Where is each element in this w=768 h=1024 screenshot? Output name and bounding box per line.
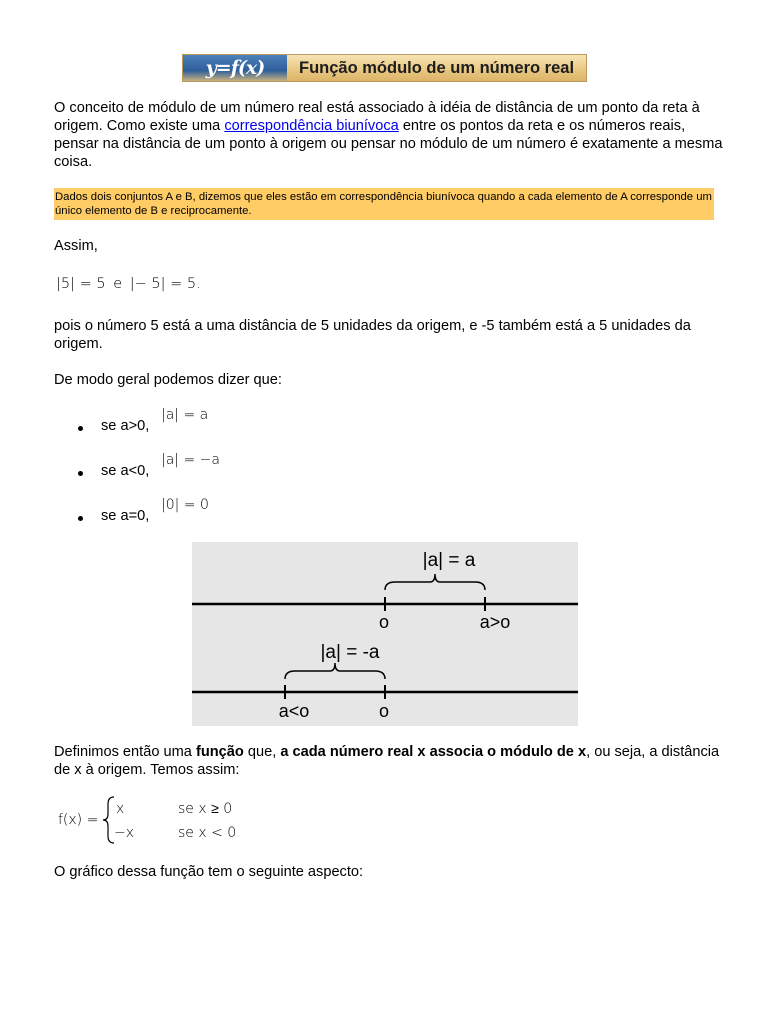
piecewise-brace bbox=[103, 797, 114, 843]
definition-text-1: Definimos então uma bbox=[54, 744, 196, 760]
definition-text-3: , ou seja, a distância de x à origem. Temos assim: bbox=[54, 744, 720, 778]
function-logo: y=f(x) bbox=[183, 55, 287, 81]
graph-intro-text: O gráfico dessa função tem o seguinte aspecto: bbox=[54, 864, 364, 880]
piecewise-formula bbox=[58, 794, 288, 846]
piecewise-lhs: f(x) = bbox=[58, 812, 99, 828]
example-equation bbox=[56, 276, 201, 292]
bullet-icon bbox=[78, 471, 83, 476]
bullet-formula: |0| = 0 bbox=[161, 497, 209, 513]
intro-text-before-link: O conceito de módulo de um número real está associado à idéia de distância de um ponto da reta à origem. Como existe uma bbox=[54, 100, 700, 134]
bullet-formula: |a| = −a bbox=[161, 452, 220, 468]
bottom-origin-label: o bbox=[378, 701, 390, 721]
case1-condition: se x ≥ 0 bbox=[178, 801, 233, 817]
general-intro-text: De modo geral podemos dizer que: bbox=[54, 372, 282, 388]
top-brace bbox=[385, 574, 485, 590]
case2-condition: se x < 0 bbox=[178, 825, 237, 841]
assim-text: Assim, bbox=[54, 238, 98, 254]
page-title: Função módulo de um número real bbox=[299, 59, 575, 77]
example-eq-right: |− 5| = 5. bbox=[129, 276, 201, 292]
bullet-icon bbox=[78, 426, 83, 431]
bullet-condition: se a=0, bbox=[101, 508, 150, 524]
top-point-label: a>o bbox=[479, 612, 511, 632]
bottom-brace bbox=[285, 663, 385, 679]
correspondencia-biunivoca-link[interactable]: correspondência biunívoca bbox=[224, 118, 399, 134]
bullet-condition: se a<0, bbox=[101, 463, 150, 479]
definition-bold-rule: a cada número real x associa o módulo de x bbox=[280, 744, 587, 760]
explanation-paragraph: pois o número 5 está a uma distância de 5 unidades da origem, e -5 também está a 5 unidades da origem. bbox=[54, 318, 691, 352]
bullet-condition: se a>0, bbox=[101, 418, 150, 434]
number-line-diagram bbox=[192, 542, 578, 726]
intro-text-after-link: entre os pontos da reta e os números reais, pensar na distância de um ponto à origem ou pensar no módulo de um número é exatamente a mesma coisa. bbox=[54, 118, 723, 170]
bullet-icon bbox=[78, 516, 83, 521]
piecewise-function bbox=[58, 794, 288, 846]
bottom-point-label: a<o bbox=[278, 701, 310, 721]
bottom-brace-label: |a| = -a bbox=[320, 642, 380, 663]
case2-expression: −x bbox=[114, 825, 135, 841]
bullet-formula: |a| = a bbox=[161, 407, 209, 423]
top-brace-label: |a| = a bbox=[422, 550, 476, 571]
intro-paragraph bbox=[54, 99, 724, 171]
example-eq-left: |5| = 5 bbox=[56, 276, 106, 292]
definition-text-2: que, bbox=[243, 744, 281, 760]
top-origin-label: o bbox=[378, 612, 390, 632]
definition-note: Dados dois conjuntos A e B, dizemos que eles estão em correspondência biunívoca quando a cada elemento de A corresponde um único elemento de B e reciprocamente. bbox=[54, 188, 714, 220]
title-banner bbox=[182, 54, 587, 82]
definition-bold-funcao: função bbox=[195, 744, 244, 760]
number-line-figure bbox=[192, 542, 578, 726]
example-eq-conj: e bbox=[113, 276, 123, 292]
case1-expression: x bbox=[116, 801, 125, 817]
definition-paragraph bbox=[54, 743, 724, 779]
